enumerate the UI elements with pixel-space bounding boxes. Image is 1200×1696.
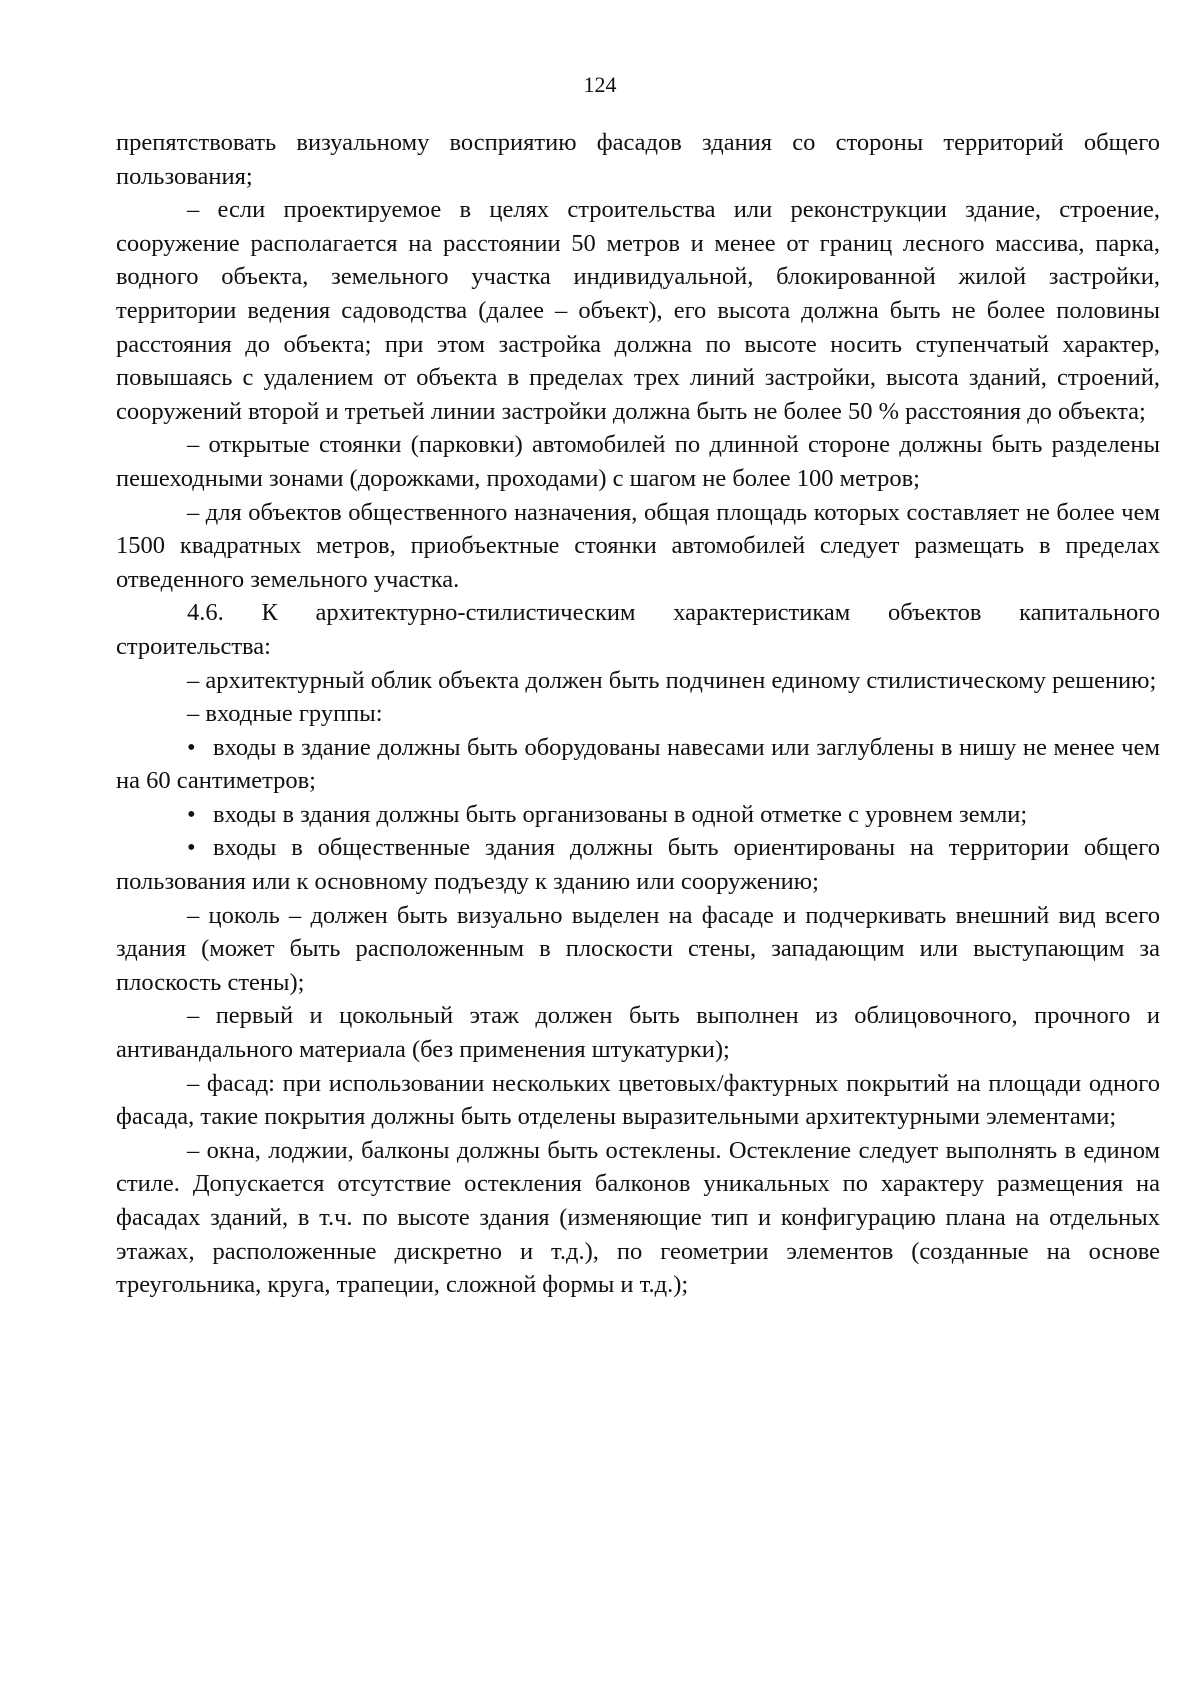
paragraph-architectural-appearance: – архитектурный облик объекта должен быть подчинен единому стилистическому решению; <box>187 666 1157 694</box>
paragraph-parking-pedestrian-zones: – открытые стоянки (парковки) автомобилей по длинной стороне должны быть разделены пешеходными зонами (дорожками, проходами) с шагом не более 100 метров; <box>116 431 1160 492</box>
paragraph-ground-floor-material: – первый и цокольный этаж должен быть выполнен из облицовочного, прочного и антивандального материала (без применения штукатурки); <box>116 1002 1160 1064</box>
paragraph-building-height-limit: – если проектируемое в целях строительства или реконструкции здание, строение, сооружение располагается на расстоянии 50 метров и менее от границ лесного массива, парка, водного объекта, земельного участка индивидуальной, блокированной жилой застройки, территории ведения садоводства (далее – объект), его высота должна быть не более половины расстояния до объекта; при этом застройка должна по высоте носить ступенчатый характер, повышаясь с удалением от объекта в пределах трех линий застройки, высота зданий, строений, сооружений второй и третьей линии застройки должна быть не более 50 % расстояния до объекта; <box>116 196 1160 425</box>
paragraph-entrance-groups: – входные группы: <box>187 700 383 728</box>
paragraph-plinth: – цоколь – должен быть визуально выделен на фасаде и подчеркивать внешний вид всего здания (может быть расположенным в плоскости стены, западающим или выступающим за плоскость стены); <box>116 901 1160 996</box>
bullet-item <box>116 798 1160 832</box>
bullet-marker: • <box>187 834 196 862</box>
paragraph-facade-coatings: – фасад: при использовании нескольких цветовых/фактурных покрытий на площади одного фасада, такие покрытия должны быть отделены выразительными архитектурными элементами; <box>116 1069 1160 1131</box>
clause-4-6: 4.6. К архитектурно-стилистическим характеристикам объектов капитального строительства: <box>116 599 1160 660</box>
bullet-item <box>116 831 1160 898</box>
paragraph-glazing: – окна, лоджии, балконы должны быть остеклены. Остекление следует выполнять в едином стиле. Допускается отсутствие остекления балконов уникальных по характеру размещения на фасадах зданий, в т.ч. по высоте здания (изменяющие тип и конфигурацию плана на отдельных этажах, расположенные дискретно и т.д.), по геометрии элементов (созданные на основе треугольника, круга, трапеции, сложной формы и т.д.); <box>116 1136 1160 1299</box>
page-number: 124 <box>583 72 617 97</box>
bullet-marker: • <box>187 800 196 828</box>
paragraph-continuation: препятствовать визуальному восприятию фасадов здания со стороны территорий общего пользования; <box>116 129 1160 190</box>
bullet-item <box>116 731 1160 798</box>
bullet-text: входы в общественные здания должны быть ориентированы на территории общего пользования или к основному подъезду к зданию или сооружению; <box>116 834 1160 896</box>
paragraph-public-buildings-parking: – для объектов общественного назначения, общая площадь которых составляет не более чем 1500 квадратных метров, приобъектные стоянки автомобилей следует размещать в пределах отведенного земельного участка. <box>116 498 1160 593</box>
document-body <box>116 126 1160 1302</box>
bullet-text: входы в здание должны быть оборудованы навесами или заглублены в нишу не менее чем на 60 сантиметров; <box>116 733 1160 795</box>
bullet-marker: • <box>187 733 196 761</box>
bullet-text: входы в здания должны быть организованы в одной отметке с уровнем земли; <box>213 800 1028 828</box>
